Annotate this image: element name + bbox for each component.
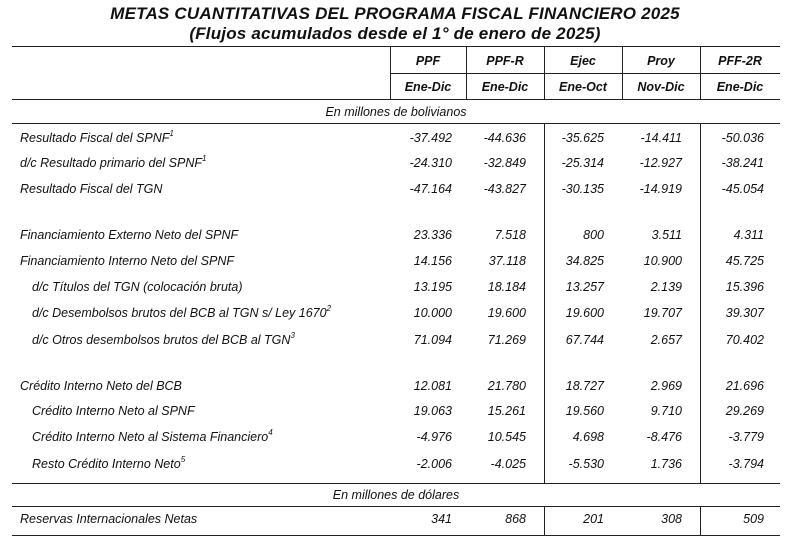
row-label: Crédito Interno Neto del BCB xyxy=(20,379,182,393)
row-value: -35.625 xyxy=(561,131,604,145)
rule-unit-bolivianos xyxy=(12,123,780,124)
row-value: 13.257 xyxy=(565,280,604,294)
row-value: 201 xyxy=(583,512,604,526)
footnote-marker: 3 xyxy=(290,331,295,340)
row-value: 10.000 xyxy=(413,306,452,320)
row-value: 19.707 xyxy=(643,306,682,320)
row-value: 308 xyxy=(661,512,682,526)
col-header-period: Ene-Dic xyxy=(716,80,764,94)
table-row xyxy=(12,228,780,250)
rule-before-dolares xyxy=(12,483,780,484)
row-value: 18.184 xyxy=(487,280,526,294)
footnote-marker: 5 xyxy=(180,455,186,464)
row-label: Financiamiento Externo Neto del SPNF xyxy=(20,228,239,242)
row-value: -3.794 xyxy=(728,457,764,471)
row-value: 19.063 xyxy=(413,404,452,418)
row-value: 34.825 xyxy=(565,254,604,268)
row-value: -47.164 xyxy=(409,182,452,196)
table-row xyxy=(12,404,780,426)
table-row xyxy=(12,182,780,204)
rule-top xyxy=(12,46,780,47)
rule-header-mid xyxy=(390,73,780,74)
footnote-marker: 1 xyxy=(169,129,174,138)
unit-label-bolivianos: En millones de bolivianos xyxy=(325,105,467,119)
row-label: d/c Otros desembolsos brutos del BCB al TGN$^3$ xyxy=(32,331,295,347)
row-value: -25.314 xyxy=(561,156,604,170)
row-label: Resultado Fiscal del SPNF$^1$ xyxy=(20,129,174,145)
col-header-period: Ene-Dic xyxy=(404,80,452,94)
rule-bottom xyxy=(12,535,780,536)
table-row xyxy=(12,280,780,302)
row-value: 14.156 xyxy=(413,254,452,268)
row-value: 12.081 xyxy=(413,379,452,393)
row-value: 19.560 xyxy=(565,404,604,418)
row-value: 45.725 xyxy=(725,254,764,268)
row-label: Resultado Fiscal del TGN xyxy=(20,182,163,196)
row-value: 9.710 xyxy=(650,404,682,418)
row-value: 19.600 xyxy=(565,306,604,320)
table-row xyxy=(12,333,780,355)
row-value: 71.269 xyxy=(487,333,526,347)
row-value: 800 xyxy=(583,228,604,242)
table-title: METAS CUANTITATIVAS DEL PROGRAMA FISCAL FINANCIERO 2025 xyxy=(110,4,680,23)
row-value: -2.006 xyxy=(416,457,452,471)
row-value: 341 xyxy=(431,512,452,526)
row-value: 15.396 xyxy=(725,280,764,294)
row-label: Reservas Internacionales Netas xyxy=(20,512,198,526)
row-value: -43.827 xyxy=(483,182,526,196)
row-value: -14.919 xyxy=(639,182,682,196)
col-header-name: Ejec xyxy=(570,54,596,68)
row-label: Resto Crédito Interno Neto$^5$ xyxy=(32,455,186,471)
row-value: 2.969 xyxy=(650,379,682,393)
row-label: d/c Desembolsos brutos del BCB al TGN s/ Ley 1670$^2$ xyxy=(32,304,332,320)
row-value: 21.780 xyxy=(487,379,526,393)
row-label: Crédito Interno Neto al Sistema Financiero$^4$ xyxy=(32,428,273,444)
col-header-name: PPF xyxy=(415,54,441,68)
col-header-period: Nov-Dic xyxy=(637,80,685,94)
row-value: 71.094 xyxy=(413,333,452,347)
footnote-marker: 4 xyxy=(268,428,273,437)
row-value: -37.492 xyxy=(409,131,452,145)
row-value: 2.139 xyxy=(650,280,682,294)
table-row xyxy=(12,306,780,328)
table-row xyxy=(12,430,780,452)
row-label: Financiamiento Interno Neto del SPNF xyxy=(20,254,234,268)
rule-unit-dolares xyxy=(12,506,780,507)
table-row xyxy=(12,379,780,401)
row-value: -24.310 xyxy=(409,156,452,170)
row-value: 7.518 xyxy=(494,228,526,242)
row-value: 39.307 xyxy=(725,306,764,320)
table-row xyxy=(12,512,780,534)
table-row xyxy=(12,156,780,178)
row-value: 21.696 xyxy=(725,379,764,393)
row-value: 37.118 xyxy=(488,254,526,268)
row-value: 19.600 xyxy=(487,306,526,320)
row-value: -38.241 xyxy=(721,156,764,170)
row-value: 29.269 xyxy=(725,404,764,418)
row-value: -12.927 xyxy=(639,156,682,170)
row-value: 13.195 xyxy=(413,280,452,294)
row-value: -8.476 xyxy=(646,430,682,444)
row-value: -32.849 xyxy=(483,156,526,170)
row-value: 15.261 xyxy=(487,404,526,418)
table-subtitle: (Flujos acumulados desde el 1° de enero de 2025) xyxy=(189,24,601,43)
footnote-marker: 2 xyxy=(326,304,332,313)
row-label: d/c Resultado primario del SPNF$^1$ xyxy=(20,154,207,170)
row-value: -45.054 xyxy=(721,182,764,196)
row-value: 67.744 xyxy=(565,333,604,347)
row-value: 868 xyxy=(505,512,526,526)
row-label: d/c Títulos del TGN (colocación bruta) xyxy=(32,280,243,294)
row-value: 1.736 xyxy=(650,457,682,471)
col-header-period: Ene-Dic xyxy=(481,80,529,94)
col-header-name: PFF-2R xyxy=(718,54,762,68)
row-value: 18.727 xyxy=(565,379,604,393)
row-value: -3.779 xyxy=(728,430,764,444)
col-header-period: Ene-Oct xyxy=(559,80,607,94)
table-row xyxy=(12,254,780,276)
row-value: 10.545 xyxy=(487,430,526,444)
row-value: 23.336 xyxy=(413,228,452,242)
row-value: -4.025 xyxy=(490,457,526,471)
rule-header-bottom xyxy=(12,99,780,100)
row-value: 4.311 xyxy=(733,228,764,242)
row-value: 10.900 xyxy=(643,254,682,268)
col-header-name: PPF-R xyxy=(486,54,524,68)
row-value: -14.411 xyxy=(640,131,682,145)
row-value: 2.657 xyxy=(650,333,682,347)
col-header-name: Proy xyxy=(647,54,675,68)
row-value: 509 xyxy=(743,512,764,526)
row-value: -44.636 xyxy=(483,131,526,145)
row-value: 3.511 xyxy=(651,228,682,242)
footnote-marker: 1 xyxy=(202,154,207,163)
table-row xyxy=(12,131,780,153)
row-value: 70.402 xyxy=(725,333,764,347)
table-row xyxy=(12,457,780,479)
row-value: -50.036 xyxy=(721,131,764,145)
row-value: 4.698 xyxy=(572,430,604,444)
row-value: -5.530 xyxy=(568,457,604,471)
row-value: -30.135 xyxy=(561,182,604,196)
row-label: Crédito Interno Neto al SPNF xyxy=(32,404,195,418)
row-value: -4.976 xyxy=(416,430,452,444)
unit-label-dolares: En millones de dólares xyxy=(332,488,460,502)
